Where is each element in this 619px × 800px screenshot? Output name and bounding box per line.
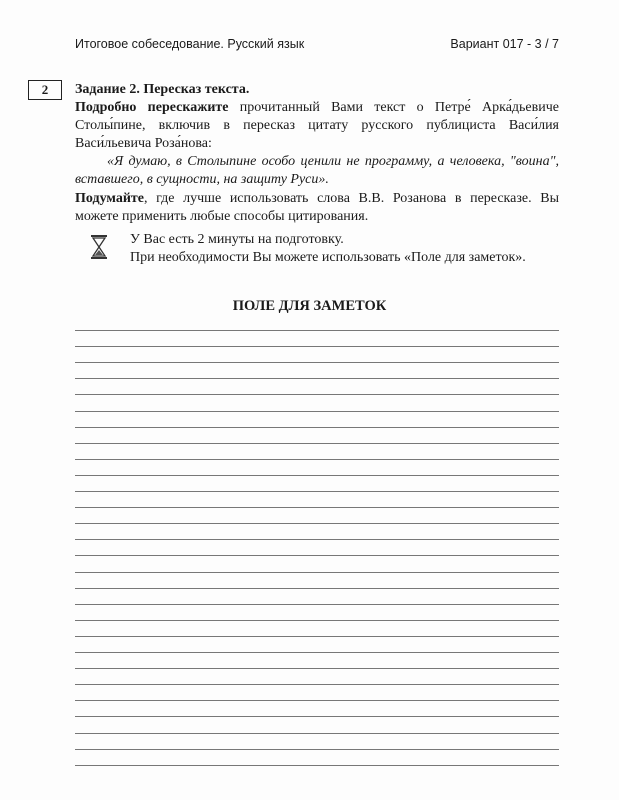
note-line [75, 346, 559, 347]
think-paragraph [75, 190, 559, 226]
think-text: , где лучше использовать слова В.В. Розанова в пересказе. Вы можете применить любые способы цитирования. [75, 191, 559, 224]
note-line [75, 378, 559, 379]
instruction-text: прочитанный Вами текст о Петре́ Арка́дьевиче Столы́пине, включив в пересказ цитату русского публициста Васи́лия Васи́льевича Роза́нова: [75, 100, 559, 151]
task-number: 2 [28, 80, 62, 100]
think-bold: Подумайте [75, 191, 144, 206]
instruction-bold: Подробно перескажите [75, 100, 229, 115]
note-line [75, 668, 559, 669]
note-line [75, 620, 559, 621]
task-title: Задание 2. Пересказ текста. [75, 82, 250, 97]
note-line [75, 507, 559, 508]
note-line [75, 716, 559, 717]
note-line [75, 427, 559, 428]
note-line [75, 523, 559, 524]
prep-note [130, 231, 526, 267]
note-line [75, 459, 559, 460]
note-line [75, 443, 559, 444]
note-line-1: У Вас есть 2 минуты на подготовку. [130, 232, 344, 247]
note-line [75, 411, 559, 412]
note-line [75, 572, 559, 573]
note-line [75, 765, 559, 766]
note-line [75, 684, 559, 685]
header-variant: Вариант 017 - 3 / 7 [450, 37, 559, 51]
note-line [75, 652, 559, 653]
note-line [75, 394, 559, 395]
note-line [75, 700, 559, 701]
note-line [75, 749, 559, 750]
hourglass-icon [90, 234, 108, 265]
note-line [75, 330, 559, 331]
task-instructions [75, 81, 559, 153]
note-line [75, 555, 559, 556]
note-line [75, 636, 559, 637]
header-subject: Итоговое собеседование. Русский язык [75, 37, 305, 51]
note-line-2: При необходимости Вы можете использовать «Поле для заметок». [130, 250, 526, 265]
note-line [75, 475, 559, 476]
note-line [75, 588, 559, 589]
note-line [75, 491, 559, 492]
note-line [75, 604, 559, 605]
note-line [75, 539, 559, 540]
note-line [75, 362, 559, 363]
quote: «Я думаю, в Столыпине особо ценили не программу, а человека, "воина", вставшего, в сущности, на защиту Руси». [75, 154, 559, 187]
note-line [75, 733, 559, 734]
notes-title: ПОЛЕ ДЛЯ ЗАМЕТОК [232, 298, 387, 314]
